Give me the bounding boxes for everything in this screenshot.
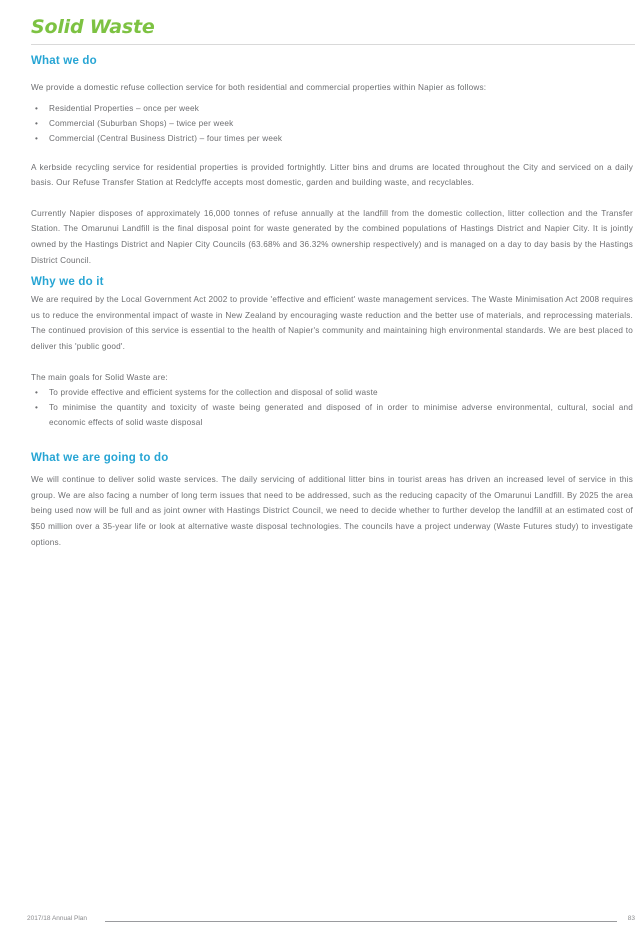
title-divider xyxy=(31,44,635,45)
section-heading-why-we-do-it: Why we do it xyxy=(31,276,104,289)
future-plans-paragraph: We will continue to deliver solid waste services. The daily servicing of additional litter bins in tourist areas has driven an increased level of service in this group. We are also facing a number of long term issues that need to be addressed, such as the reducing capacity of the Omarunui Landfill. By 2025 the area being used now will be full and as joint owner with Hastings District Council, we need to decide whether to further develop the landfill at an estimated cost of $50 million over a 35-year life or look at alternative waste disposal technologies. The councils have a project underway (Waste Futures study) to investigate options. xyxy=(31,475,633,547)
footer-divider xyxy=(105,921,617,922)
list-item: • To provide effective and efficient systems for the collection and disposal of solid waste xyxy=(31,385,633,400)
collection-frequency-list xyxy=(31,101,633,146)
list-item: • To minimise the quantity and toxicity of waste being generated and disposed of in order to minimise adverse environmental, cultural, social and economic effects of solid waste disposal xyxy=(31,400,633,430)
section-heading-what-we-do: What we do xyxy=(31,55,97,67)
section-heading-what-we-are-going-to-do: What we are going to do xyxy=(31,452,169,465)
document-body xyxy=(31,55,633,550)
page-number: 83 xyxy=(627,915,635,922)
footer-plan-label: 2017/18 Annual Plan xyxy=(27,915,87,922)
goals-intro: The main goals for Solid Waste are: xyxy=(31,372,168,382)
goals-list xyxy=(31,385,633,430)
legislation-paragraph: We are required by the Local Government Act 2002 to provide 'effective and efficient' waste management services. The Waste Minimisation Act 2008 requires us to reduce the environmental impact of waste in New Zealand by encouraging waste reduction and the better use of materials, and reprocessing materials. The continued provision of this service is essential to the health of Napier's community and maintaining high environmental standards. We are best placed to deliver this 'public good'. xyxy=(31,295,633,351)
list-item: • Residential Properties – once per week xyxy=(31,101,633,116)
recycling-paragraph: A kerbside recycling service for residential properties is provided fortnightly. Litter bins and drums are located throughout the City and serviced on a daily basis. Our Refuse Transfer Station at Redclyffe accepts most domestic, garden and building waste, and recyclables. xyxy=(31,162,633,188)
page-footer xyxy=(27,915,635,929)
what-we-do-intro: We provide a domestic refuse collection service for both residential and commercial properties within Napier as follows: xyxy=(31,83,487,92)
list-item: • Commercial (Suburban Shops) – twice per week xyxy=(31,116,633,131)
page-title: Solid Waste xyxy=(31,16,155,38)
list-item: • Commercial (Central Business District) – four times per week xyxy=(31,131,633,146)
landfill-paragraph: Currently Napier disposes of approximately 16,000 tonnes of refuse annually at the landfill from the domestic collection, litter collection and the Transfer Station. The Omarunui Landfill is the final disposal point for waste generated by the combined populations of Hastings District and Napier City. It is jointly owned by the Hastings District and Napier City Councils (63.68% and 36.32% ownership respectively) and is managed on a day to day basis by the Hastings District Council. xyxy=(31,208,633,265)
